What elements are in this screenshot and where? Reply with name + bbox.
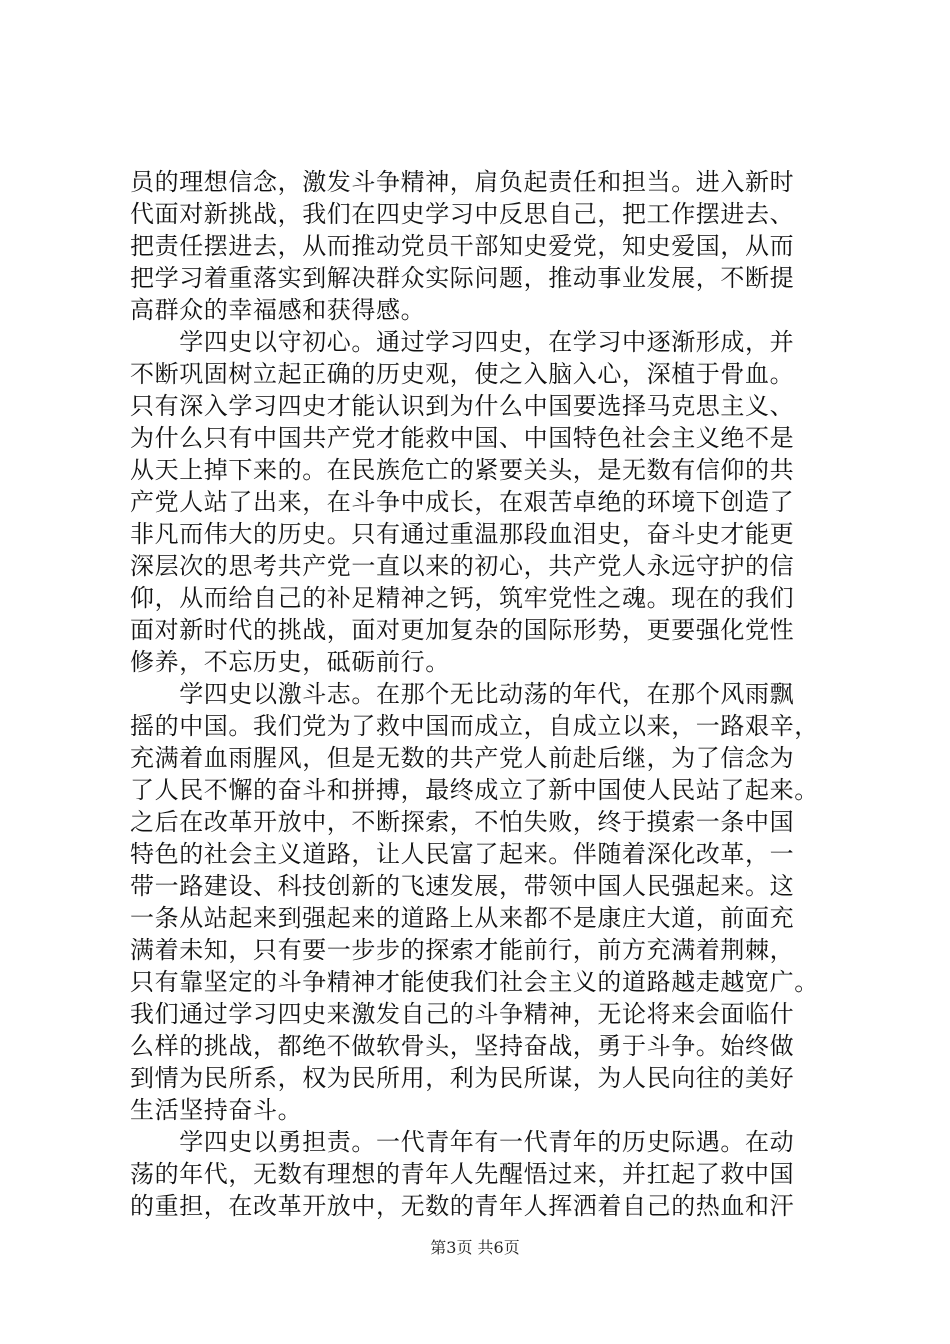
text-line: 非凡而伟大的历史。只有通过重温那段血泪史，奋斗史才能更 [130, 520, 795, 548]
text-line: 仰，从而给自己的补足精神之钙，筑牢党性之魂。现在的我们 [130, 584, 795, 612]
text-line: 生活坚持奋斗。 [130, 1096, 303, 1124]
text-line: 从天上掉下来的。在民族危亡的紧要关头，是无数有信仰的共 [130, 456, 795, 484]
text-line: 修养，不忘历史，砥砺前行。 [130, 648, 450, 676]
text-line: 一条从站起来到强起来的道路上从来都不是康庄大道，前面充 [130, 904, 795, 932]
text-line: 么样的挑战，都绝不做软骨头，坚持奋战，勇于斗争。始终做 [130, 1032, 795, 1060]
text-line: 之后在改革开放中，不断探索，不怕失败，终于摸索一条中国 [130, 808, 795, 836]
text-line: 只有深入学习四史才能认识到为什么中国要选择马克思主义、 [130, 392, 795, 420]
text-line: 满着未知，只有要一步步的探索才能前行，前方充满着荆棘， [130, 936, 795, 964]
text-line: 把学习着重落实到解决群众实际问题，推动事业发展，不断提 [130, 264, 795, 292]
document-body [130, 166, 830, 1222]
text-line: 了人民不懈的奋斗和拼搏，最终成立了新中国使人民站了起来。 [130, 776, 819, 804]
text-line: 我们通过学习四史来激发自己的斗争精神，无论将来会面临什 [130, 1000, 795, 1028]
text-line: 深层次的思考共产党一直以来的初心，共产党人永远守护的信 [130, 552, 795, 580]
text-line: 学四史以激斗志。在那个无比动荡的年代，在那个风雨飘 [130, 680, 795, 708]
text-line: 高群众的幸福感和获得感。 [130, 296, 426, 324]
page-number-footer: 第3页 共6页 [430, 1238, 520, 1257]
text-line: 为什么只有中国共产党才能救中国、中国特色社会主义绝不是 [130, 424, 795, 452]
text-line: 代面对新挑战，我们在四史学习中反思自己，把工作摆进去、 [130, 200, 795, 228]
text-line: 产党人站了出来，在斗争中成长，在艰苦卓绝的环境下创造了 [130, 488, 795, 516]
text-line: 充满着血雨腥风，但是无数的共产党人前赴后继，为了信念为 [130, 744, 795, 772]
text-line: 员的理想信念，激发斗争精神，肩负起责任和担当。进入新时 [130, 168, 795, 196]
text-line: 面对新时代的挑战，面对更加复杂的国际形势，更要强化党性 [130, 616, 795, 644]
text-line: 不断巩固树立起正确的历史观，使之入脑入心，深植于骨血。 [130, 360, 795, 388]
text-line: 学四史以守初心。通过学习四史，在学习中逐渐形成，并 [130, 328, 795, 356]
text-line: 到情为民所系，权为民所用，利为民所谋，为人民向往的美好 [130, 1064, 795, 1092]
text-line: 学四史以勇担责。一代青年有一代青年的历史际遇。在动 [130, 1128, 795, 1156]
text-line: 带一路建设、科技创新的飞速发展，带领中国人民强起来。这 [130, 872, 795, 900]
text-line: 的重担，在改革开放中，无数的青年人挥洒着自己的热血和汗 [130, 1192, 795, 1220]
text-line: 把责任摆进去，从而推动党员干部知史爱党，知史爱国，从而 [130, 232, 795, 260]
text-line: 特色的社会主义道路，让人民富了起来。伴随着深化改革，一 [130, 840, 795, 868]
text-line: 只有靠坚定的斗争精神才能使我们社会主义的道路越走越宽广。 [130, 968, 819, 996]
text-line: 摇的中国。我们党为了救中国而成立，自成立以来，一路艰辛， [130, 712, 819, 740]
text-line: 荡的年代，无数有理想的青年人先醒悟过来，并扛起了救中国 [130, 1160, 795, 1188]
